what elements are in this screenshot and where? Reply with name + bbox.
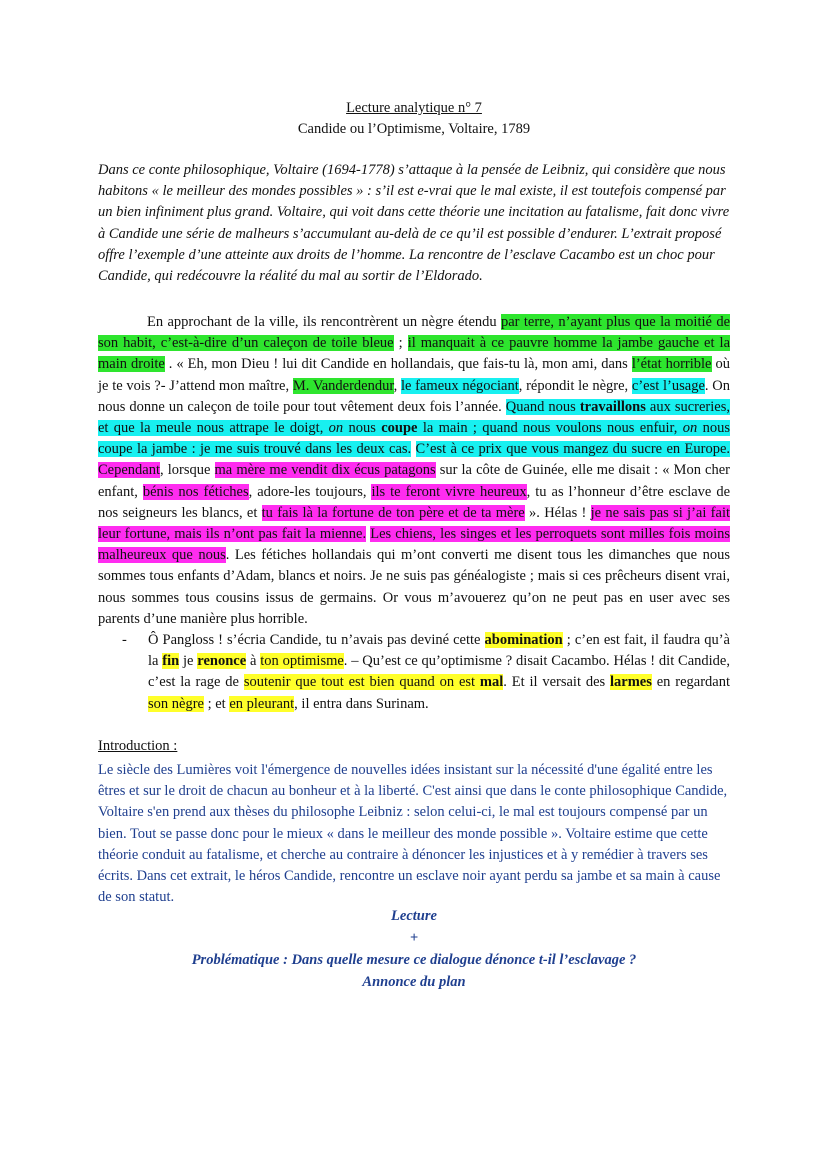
extract-paragraph: En approchant de la ville, ils rencontrèrent un nègre étendu par terre, n’ayant plus que la moitié de son habit, c’est-à-dire d’un caleçon de toile bleue ; il manquait à ce pauvre homme la jambe gauche et la main droite . « Eh, mon Dieu ! lui dit Candide en hollandais, que fais-tu là, mon ami, dans l’état horrible où je te vois ?- J’attend mon maître, M. Vanderdendur, le fameux négociant, répondit le nègre, c’est l’usage. On nous donne un caleçon de toile pour tout vêtement deux fois l’année. Quand nous travaillons aux sucreries, et que la meule nous attrape le doigt, on nous coupe la main ; quand nous voulons nous enfuir, on nous coupe la jambe : je me suis trouvé dans les deux cas. C’est à ce prix que vous mangez du sucre en Europe. Cependant, lorsque ma mère me vendit dix écus patagons sur la côte de Guinée, elle me disait : « Mon cher enfant, bénis nos fétiches, adore-les toujours, ils te feront vivre heureux, tu as l’honneur d’être esclave de nos seigneurs les blancs, et tu fais là la fortune de ton père et de ta mère ». Hélas ! je ne sais pas si j’ai fait leur fortune, mais ils n’ont pas fait la mienne. Les chiens, les singes et les perroquets sont milles fois moins malheureux que nous. Les fétiches hollandais qui m’ont converti me disent tous les dimanches que nous sommes tous enfants d’Adam, blancs et noirs. Je ne suis pas généalogiste ; mais si ces prêcheurs disent vrai, nous sommes tous cousins issus de germains. Or vous m’avouerez qu’on ne peut pas en user avec ses parents d’une manière plus horrible. <box>98 314 731 627</box>
highlight-green: M. Vanderdendur <box>292 377 394 394</box>
lecture-label: Lecture <box>391 908 437 924</box>
highlight-magenta: bénis nos fétiches <box>142 483 249 500</box>
highlight-yellow: renonce <box>197 653 247 670</box>
highlight-cyan: C’est à ce prix que vous mangez du sucre en Europe. <box>415 441 731 458</box>
document-header <box>98 98 730 140</box>
highlight-magenta: je ne sais pas si j’ai fait leur fortune, mais ils n’ont pas fait la mienne. <box>98 504 730 543</box>
highlight-yellow: fin <box>162 653 180 670</box>
highlight-yellow: ton optimisme <box>260 653 344 670</box>
highlight-green: par terre, n’ayant plus que la moitié de son habit, c’est-à-dire d’un caleçon de toile bleue <box>98 314 730 352</box>
highlight-magenta: tu fais là la fortune de ton père et de ta mère <box>261 504 525 521</box>
highlight-green: il manquait à ce pauvre homme la jambe gauche et la main droite <box>98 335 731 373</box>
highlight-magenta: ma mère me vendit dix écus patagons <box>214 462 436 479</box>
highlight-magenta: ils te feront vivre heureux <box>371 483 527 500</box>
highlight-green: l’état horrible <box>631 356 712 373</box>
highlight-yellow: soutenir que tout est bien quand on est mal <box>243 674 504 691</box>
highlight-magenta: Cependant <box>98 462 161 479</box>
highlight-yellow: en pleurant <box>229 695 295 712</box>
highlight-yellow: larmes <box>610 674 652 691</box>
highlight-magenta: Les chiens, les singes et les perroquets sont milles fois moins malheureux que nous <box>98 526 731 564</box>
highlight-yellow: son nègre <box>148 695 204 712</box>
dialogue-text: Ô Pangloss ! s’écria Candide, tu n’avais pas deviné cette abomination ; c’en est fait, il faudra qu’à la fin je renonce à ton optimisme. – Qu’est ce qu’optimisme ? disait Cacambo. Hélas ! dit Candide, c’est la rage de soutenir que tout est bien quand on est mal. Et il versait des larmes en regardant son nègre ; et en pleurant, il entra dans Surinam. <box>148 632 730 712</box>
list-bullet: - <box>122 632 127 648</box>
page-title: Lecture analytique n° 7 <box>346 100 482 116</box>
intro-paragraph: Dans ce conte philosophique, Voltaire (1694-1778) s’attaque à la pensée de Leibniz, qui considère que nous habitons « le meilleur des mondes possibles » : s’il est e-vrai que le mal existe, il est toutefois compensé par un bien infiniment plus grand. Voltaire, qui voit dans cette théorie une incitation au fatalisme, fait donc vivre à Candide une série de malheurs s’accumulant au-delà de ce qu’il est possible d’endurer. L’extrait proposé offre l’exemple d’une atteinte aux droits de l’homme. La rencontre de l’esclave Cacambo est un choc pour Candide, qui redécouvre la réalité du mal au sortir de l’Eldorado. <box>98 162 730 285</box>
page-subtitle: Candide ou l’Optimisme, Voltaire, 1789 <box>297 121 531 137</box>
introduction-body: Le siècle des Lumières voit l'émergence de nouvelles idées insistant sur la nécessité d'une égalité entre les êtres et sur le droit de chacun au bonheur et à la liberté. C'est ainsi que dans le conte philosophique Candide, Voltaire s'en prend aux thèses du philosophe Leibniz : selon celui-ci, le mal est toujours compensé par un bien. Tout se passe donc pour le mieux « dans le meilleur des monde possible ». Voltaire estime que cette théorie conduit au fatalisme, et cherche au contraire à dénoncer les injustices et à y remédier à travers ses écrits. Dans cet extrait, le héros Candide, rencontre un esclave noir ayant perdu sa jambe et sa main à cause de son statut. <box>98 762 728 906</box>
highlight-cyan: c’est l’usage <box>631 377 705 394</box>
problematique: Problématique : Dans quelle mesure ce dialogue dénonce t-il l’esclavage ? <box>191 952 637 968</box>
introduction-heading: Introduction : <box>98 738 178 754</box>
extract-text <box>98 312 730 630</box>
highlight-yellow: abomination <box>484 632 563 648</box>
highlight-cyan: le fameux négociant <box>400 377 519 394</box>
plus-sign: + <box>409 930 419 946</box>
dialogue-item <box>98 630 730 715</box>
plan-announcement: Annonce du plan <box>362 974 466 990</box>
highlight-cyan: Quand nous travaillons aux sucreries, et que la meule nous attrape le doigt, on nous coupe la main ; quand nous voulons nous enfuir, on nous coupe la jambe : je me suis trouvé dans les deux cas. <box>98 398 730 458</box>
